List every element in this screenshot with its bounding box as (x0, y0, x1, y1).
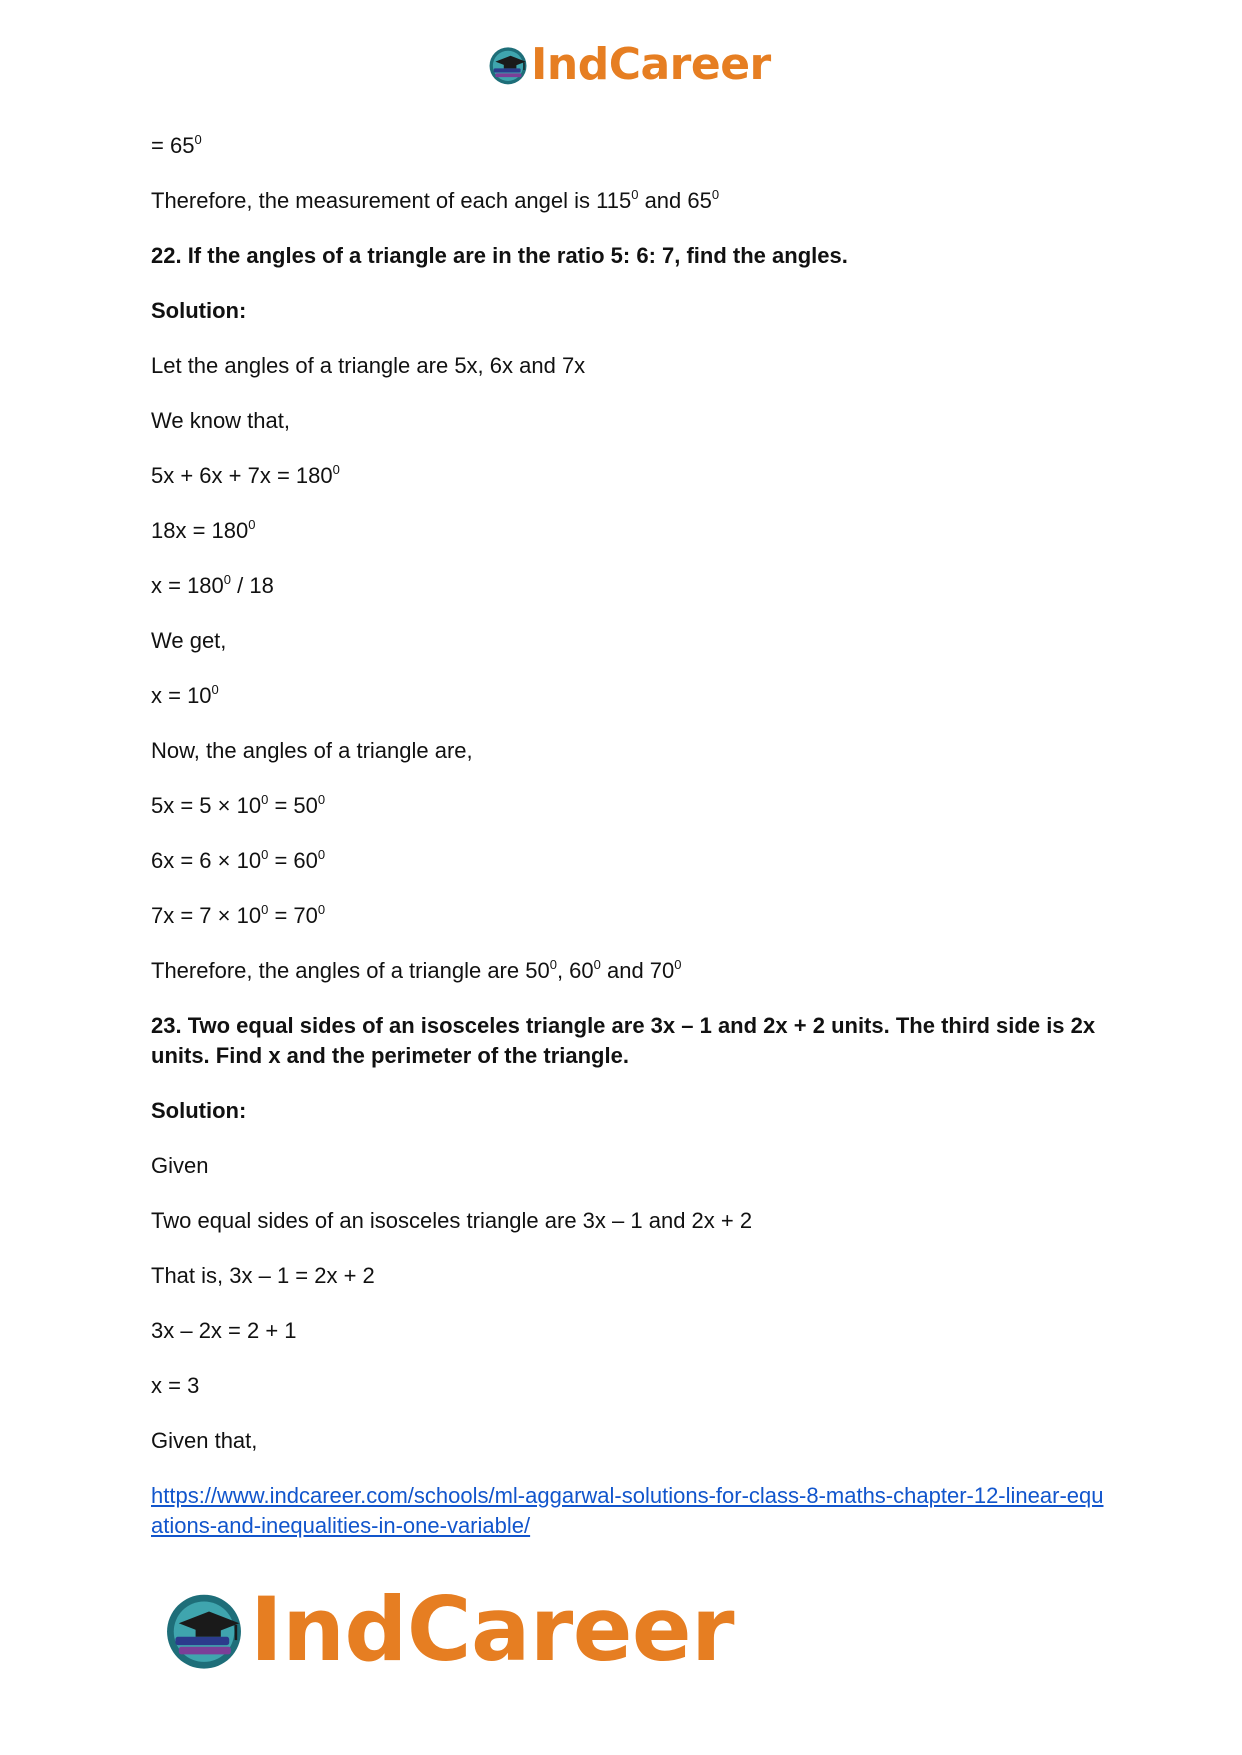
text-segment: = 50 (268, 793, 318, 818)
question-heading (151, 296, 1111, 326)
solution-line (151, 791, 1111, 821)
text-segment: x = 3 (151, 1373, 200, 1398)
degree-superscript: 0 (211, 682, 219, 697)
solution-line (151, 461, 1111, 491)
question-heading (151, 241, 1111, 271)
text-segment: 22. If the angles of a triangle are in the ratio 5: 6: 7, find the angles. (151, 243, 848, 268)
text-segment: Let the angles of a triangle are 5x, 6x and 7x (151, 353, 586, 378)
solution-line (151, 1426, 1111, 1456)
text-segment: Now, the angles of a triangle are, (151, 738, 473, 763)
text-segment: x = 180 (151, 573, 224, 598)
degree-superscript: 0 (317, 792, 326, 807)
text-segment: 5x + 6x + 7x = 180 (151, 463, 333, 488)
degree-superscript: 0 (711, 187, 720, 202)
graduation-cap-books-icon (162, 1588, 246, 1672)
solution-line (151, 406, 1111, 436)
indcareer-header-logo (487, 40, 771, 90)
text-segment: We know that, (151, 408, 290, 433)
text-segment: Solution: (151, 298, 247, 323)
solution-line (151, 1206, 1111, 1236)
degree-superscript: 0 (631, 187, 639, 202)
text-segment: Given (151, 1153, 209, 1178)
degree-superscript: 0 (332, 462, 340, 477)
text-segment: 23. Two equal sides of an isosceles triangle are 3x – 1 and 2x + 2 units. The third side is 2x units. Find x and the perimeter of the triangle. (151, 1013, 1096, 1068)
solution-line (151, 1316, 1111, 1346)
text-segment: , 60 (556, 958, 594, 983)
solution-line (151, 131, 1111, 161)
solution-line (151, 956, 1111, 986)
indcareer-footer-logo (162, 1578, 735, 1681)
degree-superscript: 0 (317, 847, 326, 862)
brand-name: IndCareer (250, 1578, 735, 1681)
solution-line (151, 681, 1111, 711)
text-segment: 3x – 2x = 2 + 1 (151, 1318, 297, 1343)
text-segment: 7x = 7 × 10 (151, 903, 262, 928)
brand-name: IndCareer (531, 39, 771, 90)
solution-line (151, 846, 1111, 876)
solution-line (151, 1371, 1111, 1401)
solution-line (151, 351, 1111, 381)
source-link[interactable]: https://www.indcareer.com/schools/ml-aggarwal-solutions-for-class-8-maths-chapter-12-linear-equations-and-inequalities-in-one-variable/ (151, 1483, 1104, 1538)
text-segment: Given that, (151, 1428, 258, 1453)
text-segment: x = 10 (151, 683, 212, 708)
degree-superscript: 0 (248, 517, 256, 532)
degree-superscript: 0 (261, 902, 269, 917)
degree-superscript: 0 (261, 847, 269, 862)
text-segment: = 70 (268, 903, 318, 928)
degree-superscript: 0 (194, 132, 202, 147)
text-segment: 18x = 180 (151, 518, 249, 543)
text-segment: 6x = 6 × 10 (151, 848, 262, 873)
degree-superscript: 0 (223, 572, 232, 587)
solution-line (151, 516, 1111, 546)
text-segment: Therefore, the angles of a triangle are 50 (151, 958, 550, 983)
degree-superscript: 0 (317, 902, 326, 917)
text-segment: / 18 (231, 573, 274, 598)
text-segment: We get, (151, 628, 227, 653)
degree-superscript: 0 (593, 957, 601, 972)
solution-line (151, 901, 1111, 931)
question-heading (151, 1096, 1111, 1126)
solution-line (151, 186, 1111, 216)
text-segment: and 70 (600, 958, 675, 983)
degree-superscript: 0 (549, 957, 557, 972)
degree-superscript: 0 (261, 792, 269, 807)
solution-line (151, 626, 1111, 656)
solution-line (151, 736, 1111, 766)
text-segment: = 60 (268, 848, 318, 873)
graduation-cap-books-icon (487, 44, 529, 86)
text-segment: That is, 3x – 1 = 2x + 2 (151, 1263, 375, 1288)
solution-line (151, 1151, 1111, 1181)
text-segment: = 65 (151, 133, 195, 158)
text-segment: Therefore, the measurement of each angel is 115 (151, 188, 632, 213)
degree-superscript: 0 (674, 957, 682, 972)
text-segment: Solution: (151, 1098, 247, 1123)
text-segment: Two equal sides of an isosceles triangle are 3x – 1 and 2x + 2 (151, 1208, 753, 1233)
text-segment: and 65 (638, 188, 712, 213)
solution-line (151, 571, 1111, 601)
source-link-line (151, 1481, 1111, 1541)
question-heading (151, 1011, 1111, 1071)
solution-line (151, 1261, 1111, 1291)
text-segment: 5x = 5 × 10 (151, 793, 262, 818)
